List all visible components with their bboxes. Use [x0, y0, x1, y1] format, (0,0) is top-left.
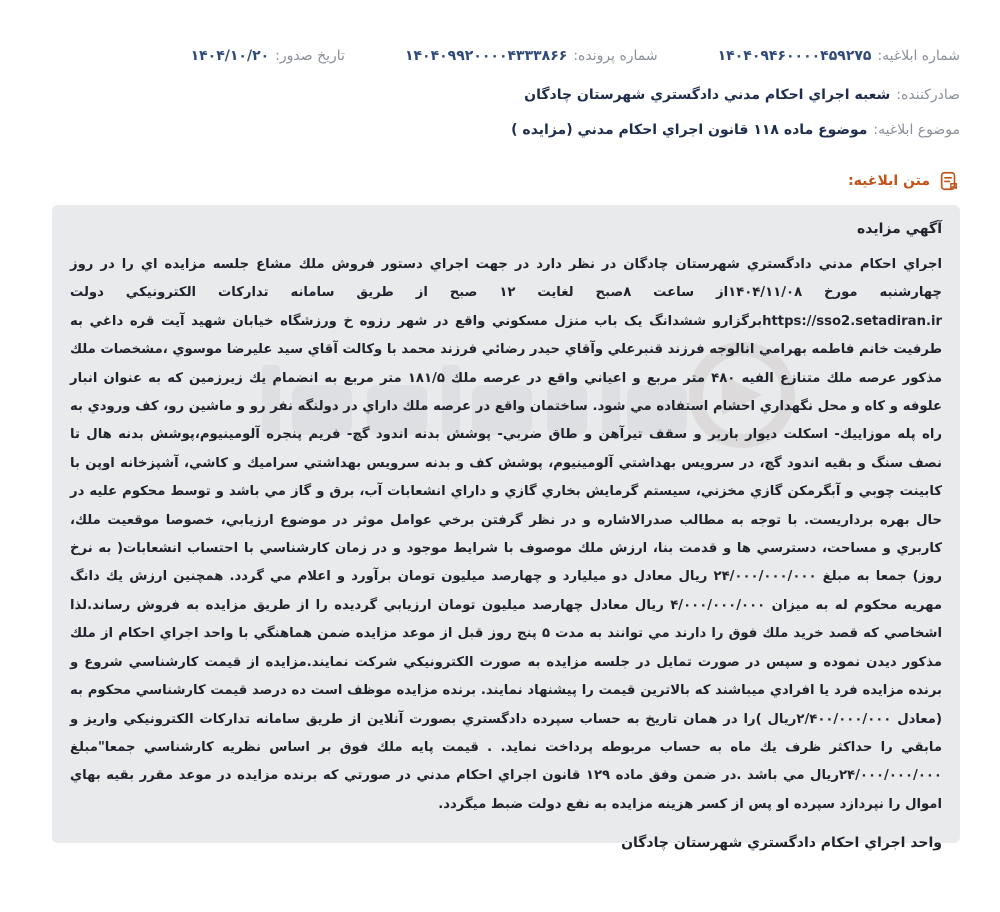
document-icon	[938, 170, 960, 192]
issue-date-label: تاریخ صدور:	[275, 48, 345, 64]
notification-text-heading	[848, 170, 960, 192]
notification-text-box	[52, 205, 960, 852]
notification-text-title: متن ابلاغیه:	[848, 173, 930, 189]
notification-number-label: شماره ابلاغیه:	[877, 48, 960, 64]
issuer-value: شعبه اجراي احكام مدني دادگستري شهرستان چادگان	[524, 87, 891, 103]
ad-signature: واحد اجراي احكام دادگستري شهرستان چادگان	[621, 835, 942, 852]
case-number-value: ۱۴۰۴۰۹۹۲۰۰۰۰۴۳۳۳۸۶۶	[404, 48, 568, 64]
case-number-label: شماره پرونده:	[573, 48, 658, 64]
notification-number-value: ۱۴۰۴۰۹۴۶۰۰۰۰۴۵۹۲۷۵	[717, 48, 872, 64]
meta-row-numbers	[40, 48, 960, 64]
meta-row-issuer	[40, 87, 960, 103]
notification-number	[718, 48, 960, 64]
issue-date-value: ۱۴۰۴/۱۰/۲۰	[190, 48, 270, 64]
subject-label: موضوع ابلاغیه:	[873, 122, 960, 138]
case-number	[405, 48, 658, 64]
ad-title: آگهي مزايده	[856, 221, 942, 237]
meta-row-subject	[40, 122, 960, 138]
issuer-label: صادرکننده:	[896, 87, 960, 103]
subject-value: موضوع ماده ۱۱۸ قانون اجراي احكام مدني (مزايده )	[511, 122, 868, 138]
issue-date	[191, 48, 345, 64]
ad-body: اجراي احكام مدني دادگستري شهرستان چادگان در نظر دارد در جهت اجراي دستور فروش ملك مشاع جلسه مزايده اي را در روز چهارشنبه مورخ ۱۴۰۴/۱۱/۰۸از ساعت ۸صبح لغايت ۱۲ صبح از طريق سامانه تداركات الكترونيكي دولت https://sso2.setadiran.irبرگزارو ششدانگ يک باب منزل مسكوني واقع در شهر رزوه خ ورزشگاه خيابان شهيد آيت قره داغي به طرفيت خانم فاطمه بهرامي انالوجه فرزند قنبرعلي وآقاي حيدر رضائي فرزند محمد با وكالت آقاي سيد عليرضا موسوي ،مشخصات ملك مذكور عرصه ملك متنازع الفيه ۴۸۰ متر مربع و اعياني واقع در عرصه ملك ۱۸۱/۵ متر مربع به انضمام يك زيرزمين كه به عنوان انبار علوفه و كاه و محل نگهداري احشام استفاده مي شود. ساختمان واقع در عرصه ملك داراي در دولنگه نفر رو و ماشين رو، كف ورودي به راه پله موزاييك- اسكلت ديوار باربر و سقف تيرآهن و طاق ضربي- پوشش بدنه اندود گچ- فريم پنجره آلومينيوم،پوشش بدنه هال تا نصف سنگ و بقيه اندود گچ، در سرويس بهداشتي آلومينيوم، پوشش كف و بدنه سرويس بهداشتي سراميك و كاشي، آشپزخانه اوپن با كابينت چوبي و آبگرمكن گازي مخزني، سيستم گرمايش بخاري گازي و داراي انشعابات آب، برق و گاز مي باشد و توسط محكوم عليه در حال بهره برداريست. با توجه به مطالب صدرالاشاره و در نظر گرفتن برخي عوامل موثر در موضوع ارزيابي، خصوصا موقعيت ملك، كاربري و مساحت، دسترسي ها و قدمت بنا، ارزش ملك موصوف با شرايط موجود و در زمان كارشناسي با احتساب انشعابات( به نرخ روز) جمعا به مبلغ ۲۴/۰۰۰/۰۰۰/۰۰۰ ريال معادل دو ميليارد و چهارصد ميليون تومان برآورد و اعلام مي گردد. همچنين ارزش يك دانگ مهريه محكوم له به ميزان ۴/۰۰۰/۰۰۰/۰۰۰ ريال معادل چهارصد ميليون تومان ارزيابي گرديده را از طريق مزايده به فروش رساند.لذا اشخاصي كه قصد خريد ملك فوق را دارند مي توانند به مدت ۵ پنج روز قبل از موعد مزايده ضمن هماهنگي با واحد اجراي احكام از ملك مذكور ديدن نموده و سپس در صورت تمايل در جلسه مزايده به صورت الكترونيكي شركت نمايند.مزايده از قيمت كارشناسي شروع و برنده مزايده فرد يا افرادي ميباشند كه بالاترين قيمت را پيشنهاد نمايند. برنده مزايده موظف است ده درصد قيمت كارشناسي محكوم به (معادل ۲/۴۰۰/۰۰۰/۰۰۰ريال )را در همان تاريخ به حساب سپرده دادگستري بصورت آنلاين از طريق سامانه تداركات الكترونيكي واريز و مابقي را حداكثر ظرف يك ماه به حساب مربوطه پرداخت نمايد. . قيمت پايه ملك فوق بر اساس نظريه كارشناسي جمعا"مبلغ ۲۴/۰۰۰/۰۰۰/۰۰۰ريال مي باشد .در ضمن وفق ماده ۱۲۹ قانون اجراي احكام مدني در صورتي كه برنده مزايده در موعد مقرر بقيه بهاي اموال را نپردازد سپرده او پس از كسر هزينه مزايده به نفع دولت ضبط ميگردد.	[70, 257, 943, 812]
